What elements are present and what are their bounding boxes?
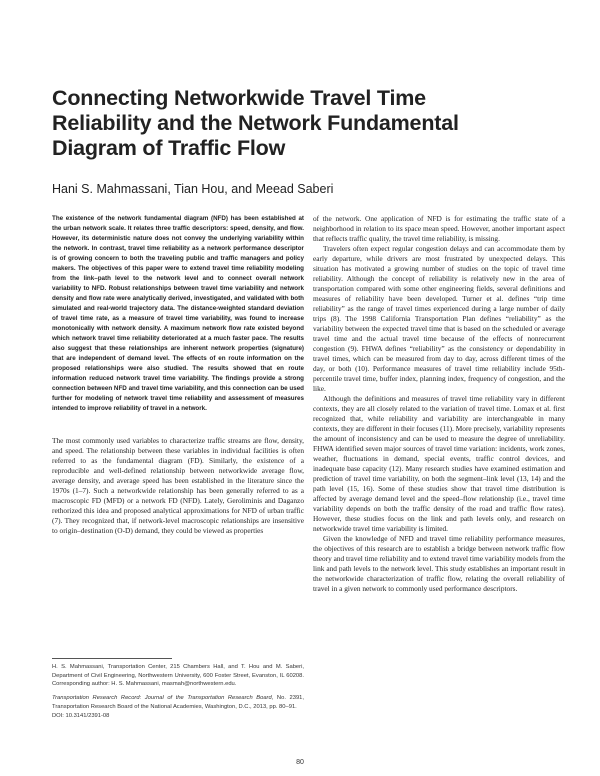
abstract: The existence of the network fundamental diagram (NFD) has been established at the urban network scale. It relates three traffic descriptors: speed, density, and flow. However, its deterministic nature does not convey the underlying variability within the network. In contrast, travel time reliability as a network performance descriptor is of growing concern to both the traveling public and traffic managers and policy makers. The objectives of this paper were to extend travel time reliability modeling from the link–path level to the network level and to connect overall network variability to NFD. Robust relationships between travel time variability and network density and flow rate were analytically derived, investigated, and validated with both simulated and real-world trajectory data. The distance-weighted standard deviation of travel time rate, as a measure of travel time variability, was found to increase monotonically with network density. A maximum network flow rate existed beyond which network travel time reliability deteriorated at a much faster pace. The results also suggest that these relationships are inherent network properties (signature) that are independent of demand level. The effects of en route information on the proposed relationships were also studied. The results showed that en route information reduced network travel time variability. The findings provide a strong connection between NFD and travel time variability, and this connection can be used further for modeling of network travel time reliability and assessment of measures intended to improve reliability of travel in a network. [52, 215, 304, 412]
footnotes [52, 663, 304, 725]
intro-paragraph: The most commonly used variables to characterize traffic streams are flow, density, and speed. The relationship between these variables in individual facilities is often referred to as the fundamental diagram (FD). Similarly, the existence of a reproducible and well-defined relationship between networkwide average flow, average density, and average speed has been established in the literature since the 1970s (1–7). Such a networkwide relationship has been generally referred to as a macroscopic FD (MFD) or a network FD (NFD). Lately, Geroliminis and Daganzo rethorized this idea and proposed analytical approximations for NFD of urban traffic (7). They recognized that, if network-level macroscopic relationships are insensitive to origin–destination (O-D) demand, they could be viewed as properties [52, 436, 304, 535]
author-affiliation-footnote: H. S. Mahmassani, Transportation Center, 215 Chambers Hall, and T. Hou and M. Saberi, Department of Civil Engineering, Northwestern University, 600 Foster Street, Evanston, IL 60208. Corresponding author: H. S. Mahmassani, masmah@northwestern.edu. [52, 664, 304, 688]
left-column [52, 214, 304, 536]
body-paragraph: of the network. One application of NFD is for estimating the traffic state of a neighborhood in relation to its space mean speed. However, another important aspect that reflects traffic quality, the travel time reliability, is missing. [313, 214, 565, 243]
body-paragraph: Given the knowledge of NFD and travel time reliability performance measures, the objectives of this research are to establish a bridge between network traffic flow theory and travel time reliability and to extend travel time variability models from the link and path levels to the network level. This study establishes an important result in the networkwide characterization of traffic flow, relating the overall reliability of travel in a given network to commonly used performance descriptors. [313, 534, 565, 593]
footnote-divider [52, 658, 172, 659]
right-column [313, 214, 565, 594]
body-paragraph: Although the definitions and measures of travel time reliability vary in different contexts, they are all closely related to the variation of travel time. Lomax et al. first recognized that, while reliability and variability are interchangeable in many contexts, they are different in their focuses (11). More precisely, variability represents the amount of inconsistency and can be used to measure the degree of unreliability. FHWA identified seven major sources of travel time variation: incidents, work zones, weather, fluctuations in demand, special events, traffic control devices, and inadequate base capacity (12). Many research studies have examined estimation and prediction of travel time variability, on both the segment–link level (13, 14) and the path level (15, 16). Some of these studies show that travel time distribution is affected by average demand level and the speed–flow relationship (i.e., travel time variability depends on both the traffic density of the road and traffic flow rates). However, these studies focus on the link and path levels only, and research on networkwide travel time variability is limited. [313, 394, 565, 533]
journal-name: Transportation Research Record: Journal of the Transportation Research Board, [52, 695, 274, 702]
paper-title: Connecting Networkwide Travel Time Reliability and the Network Fundamental Diagram of Traffic Flow [52, 86, 459, 160]
author-list: Hani S. Mahmassani, Tian Hou, and Meead Saberi [52, 182, 334, 196]
page-number: 80 [296, 759, 304, 766]
citation-footnote [52, 694, 304, 720]
doi: DOI: 10.3141/2391-08 [52, 712, 110, 719]
citation-details: No. 2391, Transportation Research Board of the National Academies, Washington, D.C., 2013, pp. 80–91. [52, 695, 304, 710]
body-paragraph: Travelers often expect regular congestion delays and can accommodate them by early departure, while drivers are most frustrated by unexpected delays. This situation has motivated a growing number of studies on the topic of travel time reliability. Although the concept of reliability is relatively new in the area of transportation compared with some other engineering fields, several definitions and measures of reliability have been developed. Turner et al. defines “trip time reliability” as the range of travel times experienced during a large number of daily trips (8). The 1998 California Transportation Plan defines “reliability” as the variability between the expected travel time that is based on the scheduled or average travel time and the actual travel time because of the effects of nonrecurrent congestion (9). FHWA defines “reliability” as the consistency or dependability in travel times, which can be measured from day to day, across different times of the day, or both (10). Performance measures of travel time reliability include 95th-percentile travel time, buffer index, planning index, frequency of congestion, and the like. [313, 244, 565, 393]
